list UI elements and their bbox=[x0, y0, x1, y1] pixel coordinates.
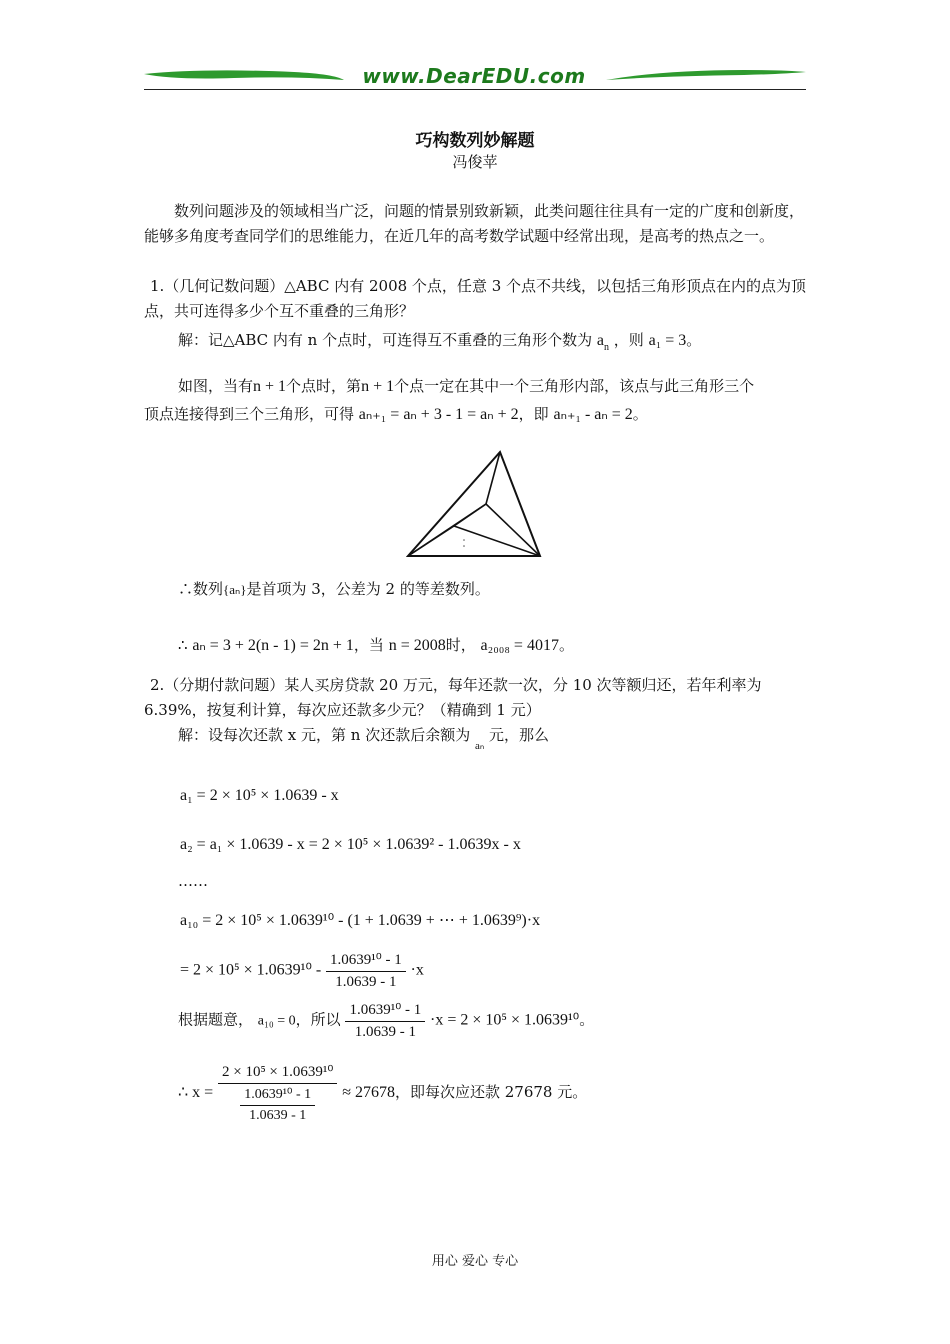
brand-logo-text: www.DearEDU.com bbox=[362, 64, 586, 88]
p1-n-value: n = 2008 bbox=[388, 637, 446, 654]
p1-n-plus-1: n + 1 bbox=[253, 378, 287, 395]
geometric-sum-fraction: $\frac{\text{1.0639¹⁰ - 1}}{1.0639 - 1}$ bbox=[326, 950, 406, 991]
approx-value: ≈ 27678 bbox=[342, 1084, 395, 1101]
problem-2-question: 2.（分期付款问题）某人买房贷款 20 万元，每年还款一次，分 10 次等额归还，若年利率为 6.39%，按复利计算，每次应还款多少元？（精确到 1 元） bbox=[144, 676, 762, 719]
p1-an-symbol: $a_n$ bbox=[596, 332, 610, 353]
problem-2-solution-line: 解：设每次还款 x 元，第 n 次还款后余额为 $_{a_n}$ 元，那么 bbox=[178, 726, 550, 752]
p1-recurrence: aₙ₊₁ = aₙ + 3 - 1 = aₙ + 2 bbox=[358, 406, 519, 423]
right-swoosh bbox=[606, 70, 806, 80]
p1-then: ，则 bbox=[613, 331, 644, 349]
problem-1-solution-line: 解：记△ABC 内有 n 个点时，可连得互不重叠的三角形个数为 $a_n$ ，则 a₁ = 3。 bbox=[178, 331, 702, 353]
header-rule bbox=[144, 89, 806, 90]
p1-a1-eq: a₁ = 3 bbox=[648, 332, 687, 349]
intro-paragraph: 数列问题涉及的领域相当广泛，问题的情景别致新颖，此类问题往往具有一定的广度和创新度，能够多角度考查同学们的思维能力，在近几年的高考数学试题中经常出现，是高考的热点之一。 bbox=[144, 202, 805, 245]
p1-answer: a₂₀₀₈ = 4017 bbox=[480, 637, 559, 654]
condition-fraction: $\frac{\text{1.0639¹⁰ - 1}}{1.0639 - 1}$ bbox=[345, 1000, 425, 1041]
condition-line: 根据题意， a₁₀ = 0，所以 $\frac{\text{1.0639¹⁰ - 1}}{1.0639 - 1}$ ·x = 2 × 10⁵ × 1.0639¹⁰。 bbox=[178, 1002, 595, 1040]
answer-fraction: $\frac{\text{2 × 10⁵ × 1.0639¹⁰}}{\frac{\text{1.0639¹⁰ - 1}}{1.0639 - 1}}$ bbox=[218, 1062, 337, 1124]
inner-edge-6 bbox=[454, 526, 540, 556]
nested-fraction: $\frac{\text{1.0639¹⁰ - 1}}{1.0639 - 1}$ bbox=[240, 1086, 315, 1124]
p2-an-symbol: aₙ bbox=[474, 740, 485, 752]
eq-a2: a₂ = a₁ × 1.0639 - x = 2 × 10⁵ × 1.0639² - 1.0639x - x bbox=[180, 836, 521, 853]
a10-zero: a₁₀ = 0 bbox=[257, 1013, 296, 1029]
eq-a1: a₁ = 2 × 10⁵ × 1.0639 - x bbox=[180, 787, 339, 804]
inner-edge-4 bbox=[454, 504, 486, 526]
problem-1-para2-line1: 如图，当有n + 1个点时，第n + 1个点一定在其中一个三角形内部，该点与此三角形三个 bbox=[178, 377, 755, 395]
left-swoosh bbox=[144, 70, 344, 80]
p1-sequence: {aₙ} bbox=[223, 582, 247, 597]
p1-difference: aₙ₊₁ - aₙ = 2 bbox=[553, 406, 633, 423]
final-answer-line: ∴ x = $\frac{\text{2 × 10⁵ × 1.0639¹⁰}}{\frac{\text{1.0639¹⁰ - 1}}{1.0639 - 1}}$ ≈ 27678，即每次应还款 27678 元。 bbox=[178, 1064, 588, 1123]
p1-sol-text: 解：记△ABC 内有 n 个点时，可连得互不重叠的三角形个数为 bbox=[178, 331, 593, 349]
problem-1-conclusion-1: ∴数列{aₙ}是首项为 3，公差为 2 的等差数列。 bbox=[178, 580, 490, 598]
inner-edge-3 bbox=[486, 504, 540, 556]
eq-a10: a₁₀ = 2 × 10⁵ × 1.0639¹⁰ - (1 + 1.0639 + ⋯ + 1.0639⁹)·x bbox=[180, 912, 541, 929]
page-footer: 用心 爱心 专心 bbox=[431, 1254, 519, 1269]
problem-1-question: 1.（几何记数问题）△ABC 内有 2008 个点，任意 3 个点不共线，以包括三角形顶点在内的点为顶点，共可连得多少个互不重叠的三角形？ bbox=[144, 277, 807, 320]
eq-a10-closed-form: = 2 × 10⁵ × 1.0639¹⁰ - $\frac{\text{1.0639¹⁰ - 1}}{1.0639 - 1}$ ·x bbox=[180, 952, 424, 990]
doc-title: 巧构数列妙解题 bbox=[415, 131, 535, 151]
p1-general-term: aₙ = 3 + 2(n - 1) = 2n + 1 bbox=[192, 637, 354, 654]
triangle-figure bbox=[406, 450, 542, 560]
problem-1-para2-line2: 顶点连接得到三个三角形，可得 aₙ₊₁ = aₙ + 3 - 1 = aₙ + 2，即 aₙ₊₁ - aₙ = 2。 bbox=[144, 405, 648, 423]
doc-author: 冯俊苹 bbox=[452, 153, 498, 171]
outer-triangle bbox=[408, 452, 540, 556]
problem-1-conclusion-2: ∴ aₙ = 3 + 2(n - 1) = 2n + 1，当 n = 2008时， a₂₀₀₈ = 4017。 bbox=[178, 636, 574, 654]
ellipsis-line: …… bbox=[178, 872, 208, 890]
